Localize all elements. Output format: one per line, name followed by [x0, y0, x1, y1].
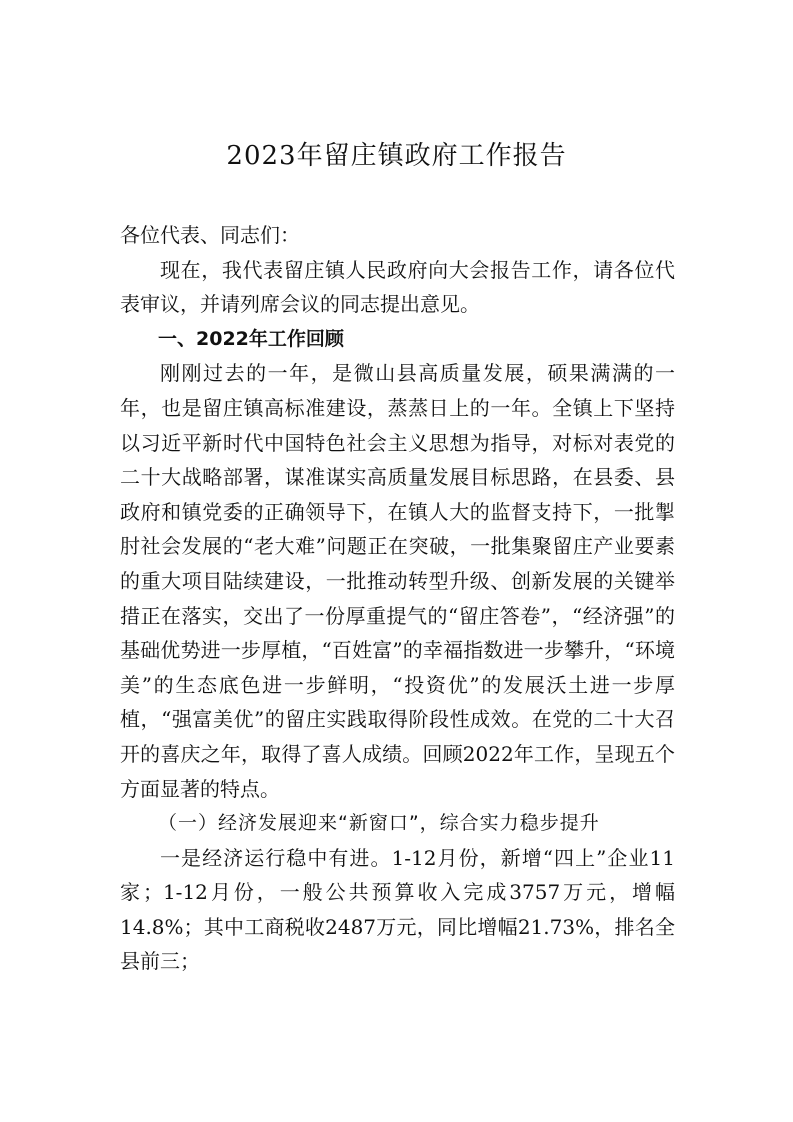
- document-body: [120, 218, 675, 979]
- document-title: 2023年留庄镇政府工作报告: [226, 141, 567, 171]
- subsection-heading-economy: （一）经济发展迎来“新窗口”，综合实力稳步提升: [158, 812, 600, 835]
- review-paragraph: 刚刚过去的一年，是微山县高质量发展，硕果满满的一年，也是留庄镇高标准建设，蒸蒸日上的一年。全镇上下坚持以习近平新时代中国特色社会主义思想为指导，对标对表党的二十大战略部署，谋准谋实高质量发展目标思路，在县委、县政府和镇党委的正确领导下，在镇人大的监督支持下，一批掣肘社会发展的“老大难”问题正在突破，一批集聚留庄产业要素的重大项目陆续建设，一批推动转型升级、创新发展的关键举措正在落实，交出了一份厚重提气的“留庄答卷”，“经济强”的基础优势进一步厚植，“百姓富”的幸福指数进一步攀升，“环境美”的生态底色进一步鲜明，“投资优”的发展沃土进一步厚植，“强富美优”的留庄实践取得阶段性成效。在党的二十大召开的喜庆之年，取得了喜人成绩。回顾2022年工作，呈现五个方面显著的特点。: [120, 361, 675, 801]
- section-heading-review: 一、2022年工作回顾: [158, 327, 344, 350]
- intro-paragraph: 现在，我代表留庄镇人民政府向大会报告工作，请各位代表审议，并请列席会议的同志提出意见。: [120, 257, 675, 317]
- salutation: 各位代表、同志们：: [120, 223, 300, 247]
- economy-paragraph: 一是经济运行稳中有进。1-12月份，新增“四上”企业11家；1-12月份，一般公共预算收入完成3757万元，增幅14.8%；其中工商税收2487万元，同比增幅21.73%，排名全县前三；: [120, 845, 675, 974]
